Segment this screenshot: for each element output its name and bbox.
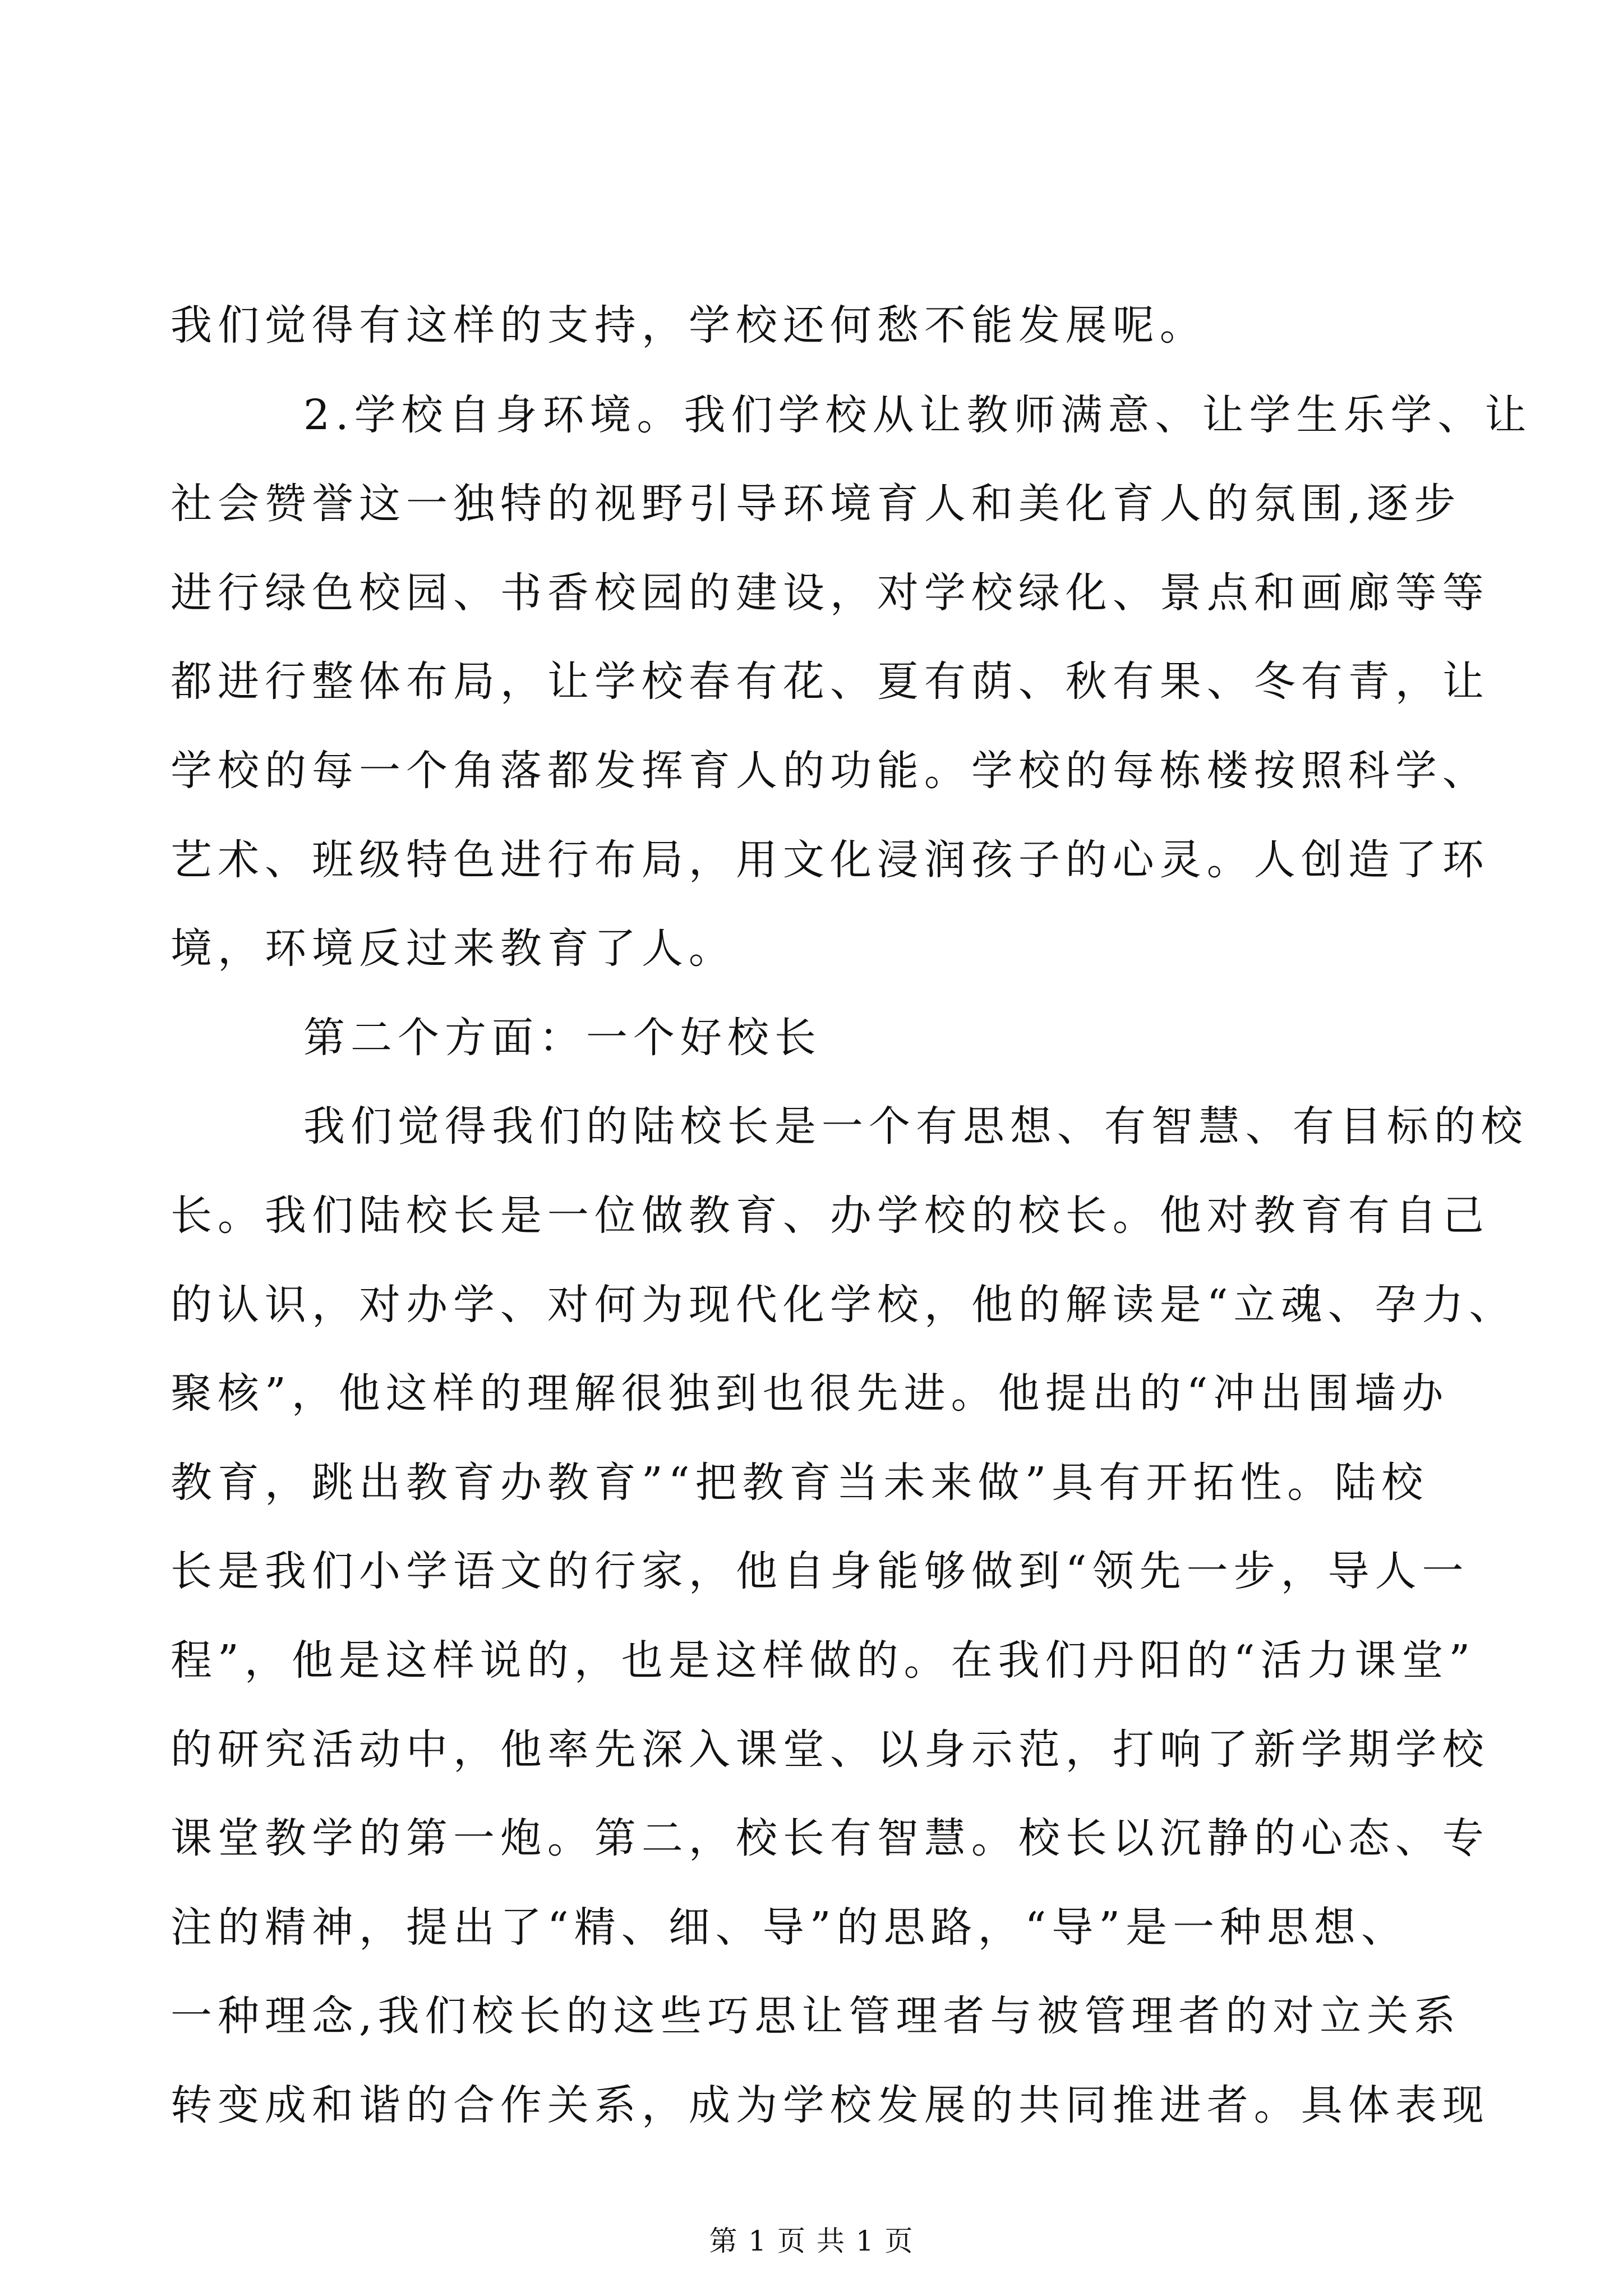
page-footer: 第 1 页 共 1 页	[709, 2225, 914, 2257]
text-line: 聚核”，他这样的理解很独到也很先进。他提出的“冲出围墙办	[170, 1369, 1449, 1418]
text-line: 的认识，对办学、对何为现代化学校，他的解读是“立魂、孕力、	[170, 1281, 1516, 1329]
text-line: 我们觉得我们的陆校长是一个有思想、有智慧、有目标的校	[303, 1102, 1528, 1151]
text-line: 长。我们陆校长是一位做教育、办学校的校长。他对教育有自己	[170, 1191, 1490, 1240]
text-line: 我们觉得有这样的支持，学校还何愁不能发展呢。	[170, 301, 1207, 349]
text-line: 2.学校自身环境。我们学校从让教师满意、让学生乐学、让	[303, 391, 1532, 439]
text-line: 课堂教学的第一炮。第二，校长有智慧。校长以沉静的心态、专	[170, 1814, 1490, 1862]
text-line: 转变成和谐的合作关系，成为学校发展的共同推进者。具体表现	[170, 2081, 1490, 2129]
text-line: 长是我们小学语文的行家，他自身能够做到“领先一步，导人一	[170, 1547, 1469, 1595]
text-line: 教育，跳出教育办教育”“把教育当未来做”具有开拓性。陆校	[170, 1458, 1429, 1507]
text-line: 程”，他是这样说的，也是这样做的。在我们丹阳的“活力课堂”	[170, 1636, 1476, 1685]
section-heading: 第二个方面：一个好校长	[303, 1014, 822, 1062]
text-line: 社会赞誉这一独特的视野引导环境育人和美化育人的氛围,逐步	[170, 480, 1461, 528]
text-line: 一种理念,我们校长的这些巧思让管理者与被管理者的对立关系	[170, 1992, 1461, 2040]
text-line: 艺术、班级特色进行布局，用文化浸润孩子的心灵。人创造了环	[170, 836, 1490, 884]
text-line: 都进行整体布局，让学校春有花、夏有荫、秋有果、冬有青，让	[170, 657, 1490, 706]
text-line: 的研究活动中，他率先深入课堂、以身示范，打响了新学期学校	[170, 1726, 1490, 1774]
text-line: 进行绿色校园、书香校园的建设，对学校绿化、景点和画廊等等	[170, 569, 1490, 617]
text-line: 学校的每一个角落都发挥育人的功能。学校的每栋楼按照科学、	[170, 747, 1490, 795]
text-line: 境，环境反过来教育了人。	[170, 924, 736, 973]
text-line: 注的精神，提出了“精、细、导”的思路，“导”是一种思想、	[170, 1903, 1409, 1952]
